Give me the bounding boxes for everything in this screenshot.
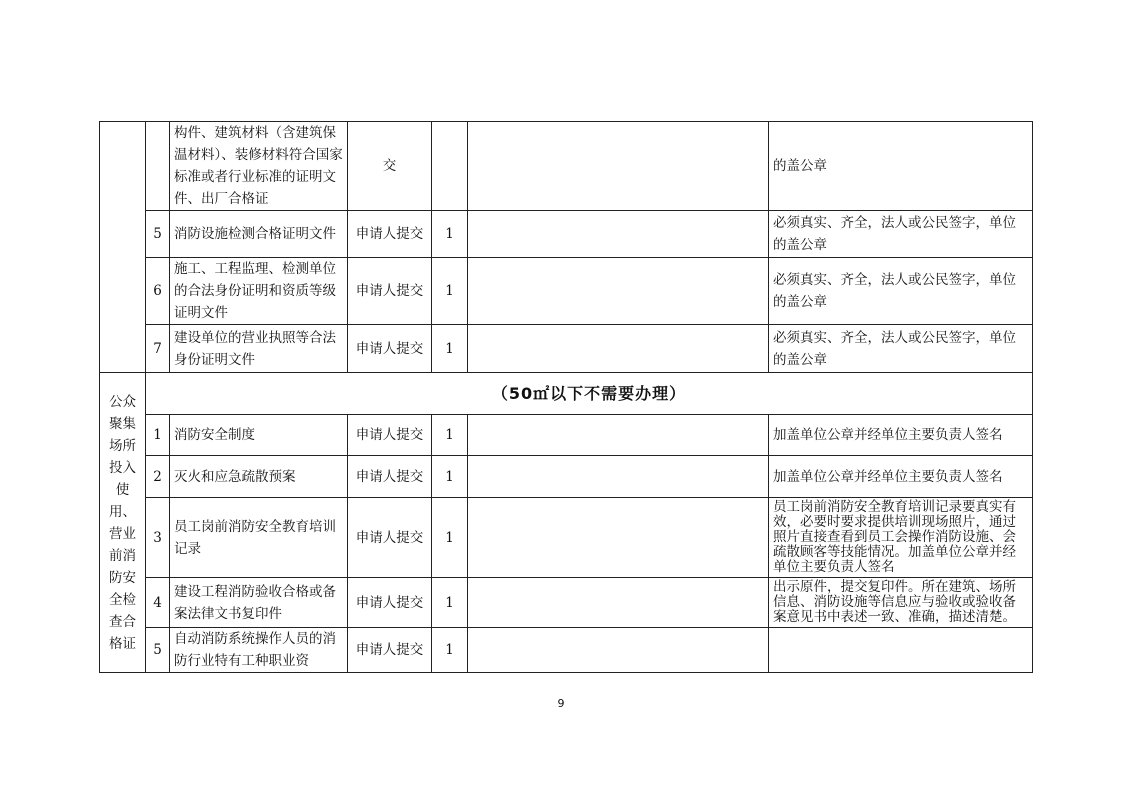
item-source: 申请人提交 [348,498,432,578]
item-remark: 出示原件，提交复印件。所在建筑、场所信息、消防设施等信息应与验收或验收备案意见书中表述一致、准确，描述清楚。 [769,578,1033,628]
row-number: 6 [146,258,170,325]
item-remark [769,628,1033,673]
item-name: 员工岗前消防安全教育培训记录 [170,498,348,578]
item-count: 1 [432,415,468,456]
category-cell-empty [100,122,146,373]
table-row [100,122,1033,211]
item-count: 1 [432,258,468,325]
empty-cell [468,498,769,578]
item-count: 1 [432,498,468,578]
item-remark: 必须真实、齐全，法人或公民签字，单位的盖公章 [769,325,1033,373]
page-number: 9 [557,697,565,710]
empty-cell [468,211,769,258]
row-number: 5 [146,628,170,673]
empty-cell [468,456,769,498]
item-remark: 员工岗前消防安全教育培训记录要真实有效，必要时要求提供培训现场照片，通过照片直接查看到员工会操作消防设施、会疏散顾客等技能情况。加盖单位公章并经单位主要负责人签名 [769,498,1033,578]
item-source: 申请人提交 [348,456,432,498]
item-count: 1 [432,578,468,628]
item-remark: 的盖公章 [769,122,1033,211]
item-count: 1 [432,456,468,498]
empty-cell [468,325,769,373]
row-number [146,122,170,211]
item-source: 申请人提交 [348,211,432,258]
item-remark: 加盖单位公章并经单位主要负责人签名 [769,415,1033,456]
item-count: 1 [432,211,468,258]
table-row [100,498,1033,578]
item-source: 申请人提交 [348,578,432,628]
empty-cell [468,258,769,325]
item-count: 1 [432,325,468,373]
item-name: 建设单位的营业执照等合法身份证明文件 [170,325,348,373]
empty-cell [468,415,769,456]
table-row [100,325,1033,373]
table-row [100,415,1033,456]
item-count [432,122,468,211]
item-count: 1 [432,628,468,673]
empty-cell [468,578,769,628]
table-row [100,628,1033,673]
item-source: 申请人提交 [348,628,432,673]
row-number: 5 [146,211,170,258]
item-remark: 必须真实、齐全，法人或公民签字，单位的盖公章 [769,211,1033,258]
item-name: 自动消防系统操作人员的消防行业特有工种职业资 [170,628,348,673]
requirements-table [99,121,1033,673]
item-source: 申请人提交 [348,325,432,373]
item-remark: 必须真实、齐全，法人或公民签字，单位的盖公章 [769,258,1033,325]
item-source: 申请人提交 [348,258,432,325]
empty-cell [468,628,769,673]
section-banner-row [100,373,1033,415]
item-source: 交 [348,122,432,211]
row-number: 7 [146,325,170,373]
item-name: 消防设施检测合格证明文件 [170,211,348,258]
section-banner: （50㎡以下不需要办理） [146,373,1033,415]
row-number: 1 [146,415,170,456]
table-row [100,578,1033,628]
item-name: 施工、工程监理、检测单位的合法身份证明和资质等级证明文件 [170,258,348,325]
item-name: 构件、建筑材料（含建筑保温材料）、装修材料符合国家标准或者行业标准的证明文件、出厂合格证 [170,122,348,211]
row-number: 2 [146,456,170,498]
table-row [100,211,1033,258]
table-row [100,456,1033,498]
row-number: 4 [146,578,170,628]
item-source: 申请人提交 [348,415,432,456]
row-number: 3 [146,498,170,578]
item-name: 消防安全制度 [170,415,348,456]
item-name: 灭火和应急疏散预案 [170,456,348,498]
item-remark: 加盖单位公章并经单位主要负责人签名 [769,456,1033,498]
empty-cell [468,122,769,211]
item-name: 建设工程消防验收合格或备案法律文书复印件 [170,578,348,628]
category-label: 公众聚集场所投入使用、营业前消防安全检查合格证 [100,373,146,673]
table-row [100,258,1033,325]
